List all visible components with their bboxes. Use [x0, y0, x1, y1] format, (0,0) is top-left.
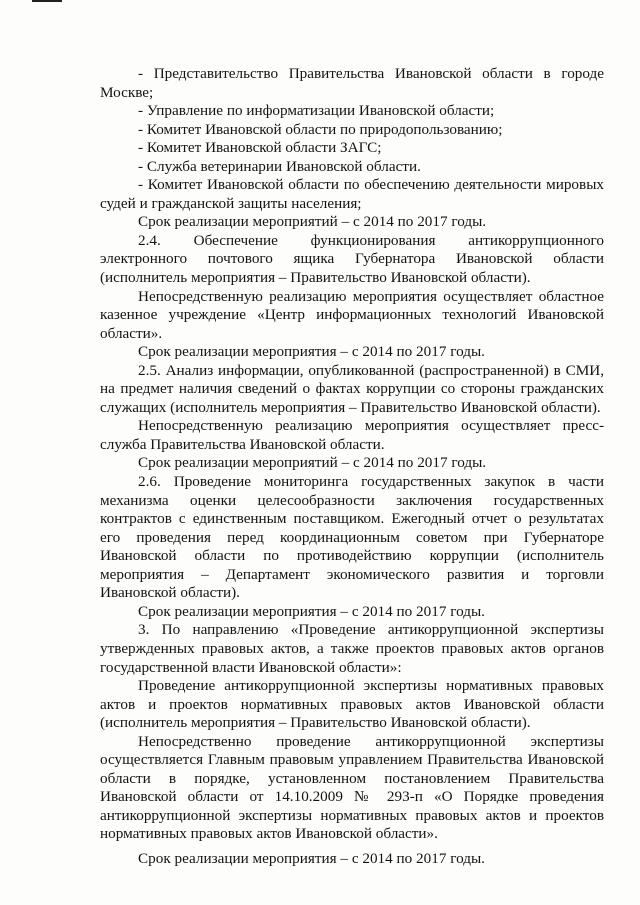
section-3: 3. По направлению «Проведение антикоррупционной экспертизы утвержденных правовых актов, а также проектов правовых актов органов государственной власти Ивановской области»:: [100, 621, 604, 676]
deadline-paragraph: Срок реализации мероприятия – с 2014 по 2017 годы.: [138, 343, 485, 361]
deadline-paragraph: Срок реализации мероприятий – с 2014 по 2017 годы.: [138, 213, 487, 231]
section-2-5-executor: Непосредственную реализацию мероприятия осуществляет пресс-служба Правительства Ивановской области.: [100, 417, 604, 453]
deadline-paragraph: Срок реализации мероприятий – с 2014 по 2017 годы.: [138, 454, 487, 472]
list-item-moscow-representation: - Представительство Правительства Ивановской области в городе Москве;: [100, 65, 604, 101]
section-2-4: 2.4. Обеспечение функционирования антикоррупционного электронного почтового ящика Губернатора Ивановской области (исполнитель мероприятия – Правительство Ивановской области).: [100, 231, 604, 287]
document-page: [100, 65, 604, 869]
section-3-executor: Непосредственно проведение антикоррупционной экспертизы осуществляется Главным правовым управлением Правительства Ивановской области в порядке, установленном постановлением Правительства Ивановской области от 14.10.2009 № 293-п «О Порядке проведения антикоррупционной экспертизы нормативных правовых актов и проектов нормативных правовых актов Ивановской области».: [100, 732, 604, 843]
top-edge-line: [32, 0, 62, 2]
list-item-nature-committee: - Комитет Ивановской области по природопользованию;: [138, 120, 503, 138]
deadline-paragraph: Срок реализации мероприятия – с 2014 по 2017 годы.: [138, 849, 485, 867]
section-2-4-executor: Непосредственную реализацию мероприятия осуществляет областное казенное учреждение «Центр информационных технологий Ивановской области».: [100, 287, 604, 342]
list-item-veterinary: - Служба ветеринарии Ивановской области.: [138, 157, 421, 175]
list-item-informatization: - Управление по информатизации Ивановской области;: [138, 102, 495, 120]
section-2-5: 2.5. Анализ информации, опубликованной (распространенной) в СМИ, на предмет наличия сведений о фактах коррупции со стороны гражданских служащих (исполнитель мероприятия – Правительство Ивановской области).: [100, 361, 604, 416]
section-2-6: 2.6. Проведение мониторинга государственных закупок в части механизма оценки целесообразности заключения государственных контрактов с единственным поставщиком. Ежегодный отчет о результатах его проведения перед координационным советом при Губернаторе Ивановской области по противодействию коррупции (исполнитель мероприятия – Департамент экономического развития и торговли Ивановской области).: [100, 473, 604, 602]
deadline-paragraph: Срок реализации мероприятия – с 2014 по 2017 годы.: [138, 602, 485, 620]
list-item-civil-defense: - Комитет Ивановской области по обеспечению деятельности мировых судей и гражданской защиты населения;: [100, 176, 604, 212]
section-3-expertise: Проведение антикоррупционной экспертизы нормативных правовых актов и проектов нормативных правовых актов Ивановской области (исполнитель мероприятия – Правительство Ивановской области).: [100, 677, 604, 732]
list-item-zags: - Комитет Ивановской области ЗАГС;: [138, 139, 382, 157]
